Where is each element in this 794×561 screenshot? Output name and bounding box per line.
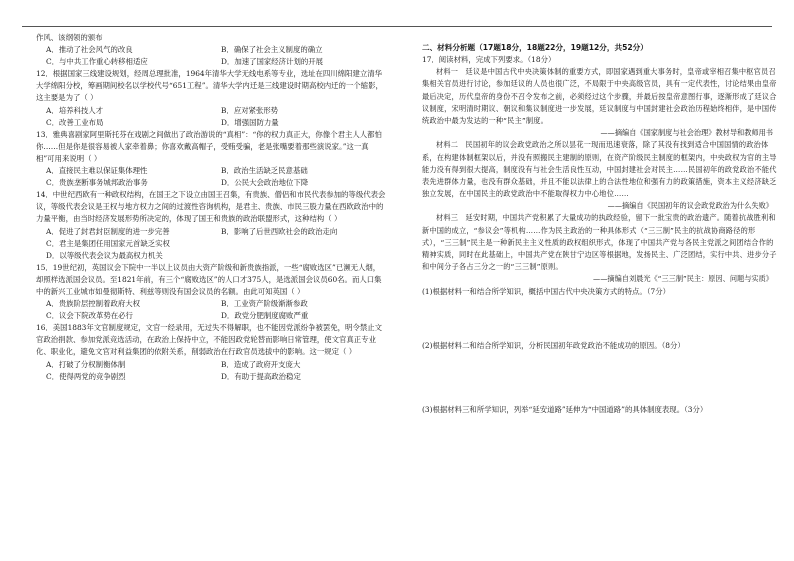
option-row [36,359,386,371]
option: D．加速了国家经济计划的开展 [221,57,324,67]
material-3: 材料三 延安时期，中国共产党积累了大量成功的执政经验，留下一批宝贵的政治遗产。随着抗战胜利和新中国的成立，“参议会”等机构……作为民主政治的一种具体形式（“三三制”民主的抗战协商路径的形式），“三三制”民主是一种新民主主义性质的政权组织形式，体现了中国共产党与各民主党派之间团结合作的精神实质，同时在此基础上，中国共产党在陕甘宁边区等根据地，发扬民主、广泛团结，实行中共、进步分子和中间分子各占三分之一的“三三制”原则。 [422,213,777,272]
option: B．政治生活缺乏民意基础 [221,166,308,176]
material-1: 材料一 廷议是中国古代中央决策体制的重要方式，即国家遇到重大事务时，皇帝或宰相召集中枢官员召集相关官员进行讨论，参加廷议的人员也很广泛，不局限于中央高级官员，具有一定代表性，讨论结果由皇帝最后决定，历代皇帝的身份不召令发布之前，必须经过这个步骤，并最后按皇帝意图行事，逐渐形成了廷议合议制度，宋明清时期议、朝议和集议制度进一步发展，廷议制度与中国封建社会政治历程始终相伴，是中国传统政治中最为发达的一种“民主”制度。 [422,67,777,125]
option: A．直接民主难以保证集体理性 [46,166,148,176]
option-row [36,177,386,189]
sub-question-1: (1)根据材料一和结合所学知识，概括中国古代中央决策方式的特点。（7分） [422,286,670,296]
option: A．贵族阶层控制着政府大权 [46,299,141,309]
option: B．工业资产阶级渐渐参政 [221,299,308,309]
option: D．以等级代表会议为最高权力机关 [46,250,163,260]
option: B．影响了后世西欧社会的政治走向 [221,226,338,236]
option-row [36,238,386,250]
option-row [36,298,386,310]
option-row [36,371,386,383]
option-row [36,56,386,68]
option: C．改善工业布局 [46,117,104,127]
material-2: 材料二 民国初年的议会政党政治之所以昙花一现而迅速衰落，除了其没有找到适合中国国情的政治体系，在构建体制框架以后，并没有照搬民主建制的原则，在资产阶级民主制度的框架内，中央政权为官的主导能力没有得到很大提高，制度没有与社会生活良性互动，中国封建社会对民主……民国初年的政党政治不能代表先进群体力量，也没有群众基础，并且不能以法律上的合法性地位和强有力的政策措施，资本主义经济缺乏独立发展，在中国民主的政党政治中不能取得权力中心地位…… [422,140,777,199]
option: A．促进了封君封臣制度的进一步完善 [46,226,170,236]
question-17-intro: 17．阅读材料，完成下列要求。（18分） [422,55,556,65]
option: C．君主是集团任用国家元首缺乏实权 [46,238,170,248]
option: D．有助于提高政治稳定 [221,371,301,381]
option: B．造成了政府开支庞大 [221,359,301,369]
answer-space [422,298,777,340]
option-row [36,105,386,117]
option-row [36,310,386,322]
option: C．使得两党的竞争剧烈 [46,371,126,381]
option: A．培养科技人才 [46,105,104,115]
option-row [36,117,386,129]
sub-question-3: (3)根据材料三和所学知识，列举“延安道路”延伸为“中国道路”的具体制度表现。（3分） [422,404,708,414]
option: D．政党分肥制度腐败严重 [221,311,309,321]
option: D．公民大会政治地位下降 [221,178,309,188]
option: B．确保了社会主义制度的确立 [221,45,323,55]
material-2-source: ——摘编自《民国初年的议会政党政治为什么失败》 [607,201,773,211]
option: C．贵族垄断事务城邦政治事务 [46,178,148,188]
question-16: 16．美国1883年文官制度规定，文官一经录用，无过失不得解职，也不能因党派纷争被罢免，明令禁止文官政治捐款、参加党派竞选活动，在政治上保持中立，不能因政党轮替而影响日常管理，使文官真正专业化、职业化，避免文官对利益集团的依附关系，削弱政治在行政官员选拔中的影响。这一规定（ ） [36,323,383,357]
section-title: 二、材料分析题（17题18分，18题22分，19题12分，共52分） [422,43,648,52]
left-column [36,32,386,383]
right-column [422,32,777,416]
option: C．与中共工作重心转移相适应 [46,57,148,67]
question-14: 14．中世纪西欧有一种政权结构，在国王之下设立由国王召集，有贵族、僧侣和市民代表参加的等级代表会议，等级代表会议是王权与地方权力之间的过渡性咨询机构，是君主、贵族、市民三股力量在西欧政治中的力量平衡，由当时经济发展形势所决定的，体现了国王和贵族的政治联盟形式，这种结构（ ） [36,190,386,224]
option-row [36,165,386,177]
question-12: 12．根据国家三线建设规划，经周总理批准，1964年清华大学无线电系等专业，选址在四川绵阳建立清华大学绵阳分校，筹画期间校名以学校代号“651工程”。清华大学内迁是三线建设时期高校内迁的一个缩影，这主要是为了（ ） [36,69,383,103]
answer-space [422,352,777,404]
question-text: 作风、该纲领的颁布 [36,33,103,42]
option: A．推动了社会风气的改良 [46,45,133,55]
material-1-source: ——摘编自《国家制度与社会治理》教材导和教师用书 [600,128,773,138]
material-3-source: ——摘编自刘晨光《“三三制”民主：原因、问题与实质》 [593,274,773,284]
option-row [36,44,386,56]
option: C．议会下院改革势在必行 [46,311,133,321]
question-13: 13．雅典喜剧家阿里斯托芬在戏剧之间做出了政治游说的“真相”：“你的权力真正大，你像个君主人人都怕你……但是你是很容易被人家牵着鼻；你喜欢戴高帽子，受贿受骗，老是张嘴要着那些演说家。”这一真相”可用来说明（ ） [36,129,382,163]
sub-question-2: (2)根据材料二和结合所学知识，分析民国初年政党政治不能成功的原因。（8分） [422,340,685,350]
option: D．增强国防力量 [221,117,279,127]
option-row [36,226,386,238]
option: A．打破了分权制衡体制 [46,359,126,369]
question-15: 15．19世纪初，英国议会下院中一半以上议员由大资产阶级和新贵族指派，一些“腐败选区”已濒无人烟，却照样选派国会议员。至1821年前，有三个“腐败选区”的人口才375人，是选派国会议员60名。而人口集中的新兴工业城市如曼彻斯特、利兹等则没有国会议员的名额。由此可知英国（ ） [36,262,382,296]
page-top-rule [22,26,772,27]
option: B．应对紧张形势 [221,105,279,115]
